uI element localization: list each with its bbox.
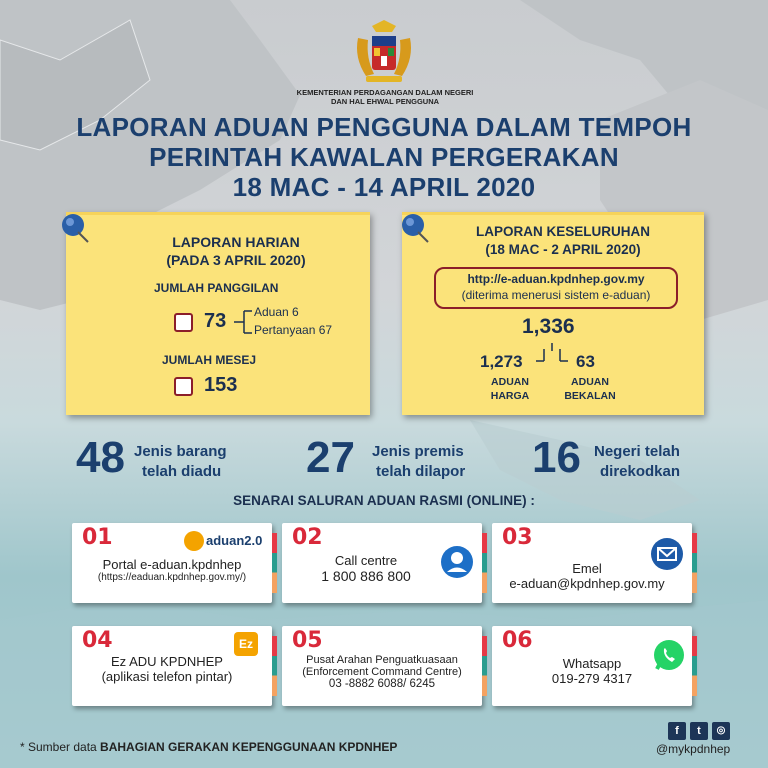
card-stripe bbox=[692, 533, 697, 593]
eaduan-url-note: (diterima menerusi sistem e-aduan) bbox=[461, 288, 651, 302]
stat-goods-line-2: telah diadu bbox=[142, 463, 222, 480]
eaduan-logo-text: aduan2.0 bbox=[206, 533, 263, 548]
stat-states-number: 16 bbox=[532, 433, 581, 482]
channel-line-2[interactable]: e-aduan@kpdnhep.gov.my bbox=[509, 576, 665, 591]
stat-goods-text bbox=[134, 442, 227, 482]
pushpin-icon bbox=[398, 210, 432, 244]
supply-complaints-label-2: BEKALAN bbox=[564, 390, 616, 402]
daily-report-title-line-1: LAPORAN HARIAN bbox=[172, 234, 300, 250]
stat-states-line-2: direkodkan bbox=[600, 463, 681, 480]
ministry-line-2: DAN HAL EHWAL PENGGUNA bbox=[330, 97, 440, 106]
title-line-1: LAPORAN ADUAN PENGGUNA DALAM TEMPOH bbox=[76, 112, 692, 142]
channel-card-call-centre[interactable] bbox=[282, 523, 482, 603]
twitter-icon[interactable]: t bbox=[690, 722, 708, 740]
price-complaints-label-2: HARGA bbox=[490, 390, 530, 402]
overall-bracket bbox=[530, 343, 574, 367]
ez-adu-logo bbox=[234, 632, 258, 656]
channel-card-ez-adu[interactable] bbox=[72, 626, 272, 706]
card-stripe bbox=[482, 636, 487, 696]
channel-number: 05 bbox=[292, 628, 323, 653]
whatsapp-icon bbox=[652, 638, 686, 672]
page-title bbox=[0, 112, 768, 202]
channel-line-1: Emel bbox=[572, 561, 602, 576]
channel-line-3[interactable]: 03 -8882 6088/ 6245 bbox=[328, 678, 436, 690]
stat-states-text bbox=[594, 442, 680, 482]
daily-report-title-line-2: (PADA 3 APRIL 2020) bbox=[166, 252, 306, 268]
stat-premises-number: 27 bbox=[306, 433, 355, 482]
overall-report-title bbox=[432, 223, 694, 259]
calls-breakdown-complaints: Aduan 6 bbox=[254, 305, 299, 319]
channel-line-1: Whatsapp bbox=[562, 656, 622, 671]
eaduan-logo bbox=[184, 531, 268, 553]
channel-text bbox=[282, 654, 482, 690]
ez-adu-logo-text: Ez bbox=[238, 637, 253, 651]
channel-line-2[interactable]: 1 800 886 800 bbox=[321, 568, 411, 584]
messages-value: 153 bbox=[204, 374, 238, 396]
channel-line-2[interactable]: 019-279 4317 bbox=[551, 671, 633, 686]
channel-text bbox=[72, 557, 272, 583]
channel-number: 03 bbox=[502, 525, 533, 550]
headset-icon bbox=[440, 545, 474, 579]
stat-premises-line-2: telah dilapor bbox=[376, 463, 466, 480]
eaduan-url[interactable]: http://e-aduan.kpdnhep.gov.my bbox=[467, 272, 645, 286]
daily-report-card bbox=[66, 212, 370, 415]
price-complaints-value: 1,273 bbox=[480, 352, 523, 371]
supply-complaints-label-1: ADUAN bbox=[571, 376, 609, 388]
channel-number: 01 bbox=[82, 525, 113, 550]
channel-text bbox=[72, 654, 262, 684]
overall-report-card bbox=[402, 212, 704, 415]
channel-line-2[interactable]: (https://eaduan.kpdnhep.gov.my/) bbox=[97, 572, 247, 583]
supply-complaints-value: 63 bbox=[576, 352, 595, 371]
source-name: BAHAGIAN GERAKAN KEPENGGUNAAN KPDNHEP bbox=[100, 740, 398, 754]
calls-label: JUMLAH PANGGILAN bbox=[154, 281, 279, 295]
daily-report-title bbox=[106, 233, 366, 269]
stat-goods-line-1: Jenis barang bbox=[134, 443, 227, 460]
channels-title: SENARAI SALURAN ADUAN RASMI (ONLINE) : bbox=[233, 493, 535, 508]
facebook-icon[interactable]: f bbox=[668, 722, 686, 740]
channel-line-1: Call centre bbox=[334, 553, 398, 568]
stat-premises-line-1: Jenis premis bbox=[372, 443, 464, 460]
source-prefix: * Sumber data bbox=[20, 740, 101, 754]
eaduan-logo-icon bbox=[184, 531, 204, 551]
channel-card-command-centre[interactable] bbox=[282, 626, 482, 706]
pushpin-icon bbox=[58, 210, 92, 244]
card-stripe bbox=[692, 636, 697, 696]
eaduan-url-box bbox=[434, 267, 678, 309]
crest-logo bbox=[344, 18, 424, 88]
social-handle[interactable]: @mykpdnhep bbox=[656, 742, 731, 756]
channel-line-2: (aplikasi telefon pintar) bbox=[101, 669, 233, 684]
channel-card-portal[interactable] bbox=[72, 523, 272, 603]
calls-value: 73 bbox=[204, 310, 227, 332]
calls-checkbox bbox=[174, 313, 193, 332]
channel-line-1: Portal e-aduan.kpdnhep bbox=[102, 557, 242, 572]
stat-goods-number: 48 bbox=[76, 433, 125, 482]
calls-breakdown-inquiries: Pertanyaan 67 bbox=[254, 323, 333, 337]
instagram-icon[interactable]: ◎ bbox=[712, 722, 730, 740]
overall-report-title-line-1: LAPORAN KESELURUHAN bbox=[475, 224, 650, 239]
card-stripe bbox=[272, 636, 277, 696]
price-complaints-label-1: ADUAN bbox=[491, 376, 529, 388]
supply-complaints-label bbox=[562, 375, 618, 403]
channel-card-email[interactable] bbox=[492, 523, 692, 603]
channel-text bbox=[522, 656, 662, 686]
channel-number: 06 bbox=[502, 628, 533, 653]
channel-line-1: Ez ADU KPDNHEP bbox=[111, 654, 223, 669]
price-complaints-label bbox=[486, 375, 534, 403]
channel-number: 02 bbox=[292, 525, 323, 550]
card-stripe bbox=[272, 533, 277, 593]
channel-number: 04 bbox=[82, 628, 113, 653]
messages-checkbox bbox=[174, 377, 193, 396]
channel-text bbox=[492, 561, 682, 591]
channel-text bbox=[296, 553, 436, 584]
source-note bbox=[20, 740, 397, 754]
stat-states-line-1: Negeri telah bbox=[594, 443, 680, 460]
messages-label: JUMLAH MESEJ bbox=[162, 353, 257, 367]
channel-line-1: Pusat Arahan Penguatkuasaan bbox=[306, 654, 458, 666]
ministry-line-1: KEMENTERIAN PERDAGANGAN DALAM NEGERI bbox=[296, 88, 474, 97]
overall-total: 1,336 bbox=[522, 315, 575, 338]
title-line-3: 18 MAC - 14 APRIL 2020 bbox=[232, 172, 536, 202]
ministry-name bbox=[260, 88, 510, 106]
card-stripe bbox=[482, 533, 487, 593]
overall-report-title-line-2: (18 MAC - 2 APRIL 2020) bbox=[485, 242, 641, 257]
channel-card-whatsapp[interactable] bbox=[492, 626, 692, 706]
title-line-2: PERINTAH KAWALAN PERGERAKAN bbox=[149, 142, 619, 172]
stat-premises-text bbox=[372, 442, 465, 482]
channel-line-2: (Enforcement Command Centre) bbox=[302, 666, 462, 678]
